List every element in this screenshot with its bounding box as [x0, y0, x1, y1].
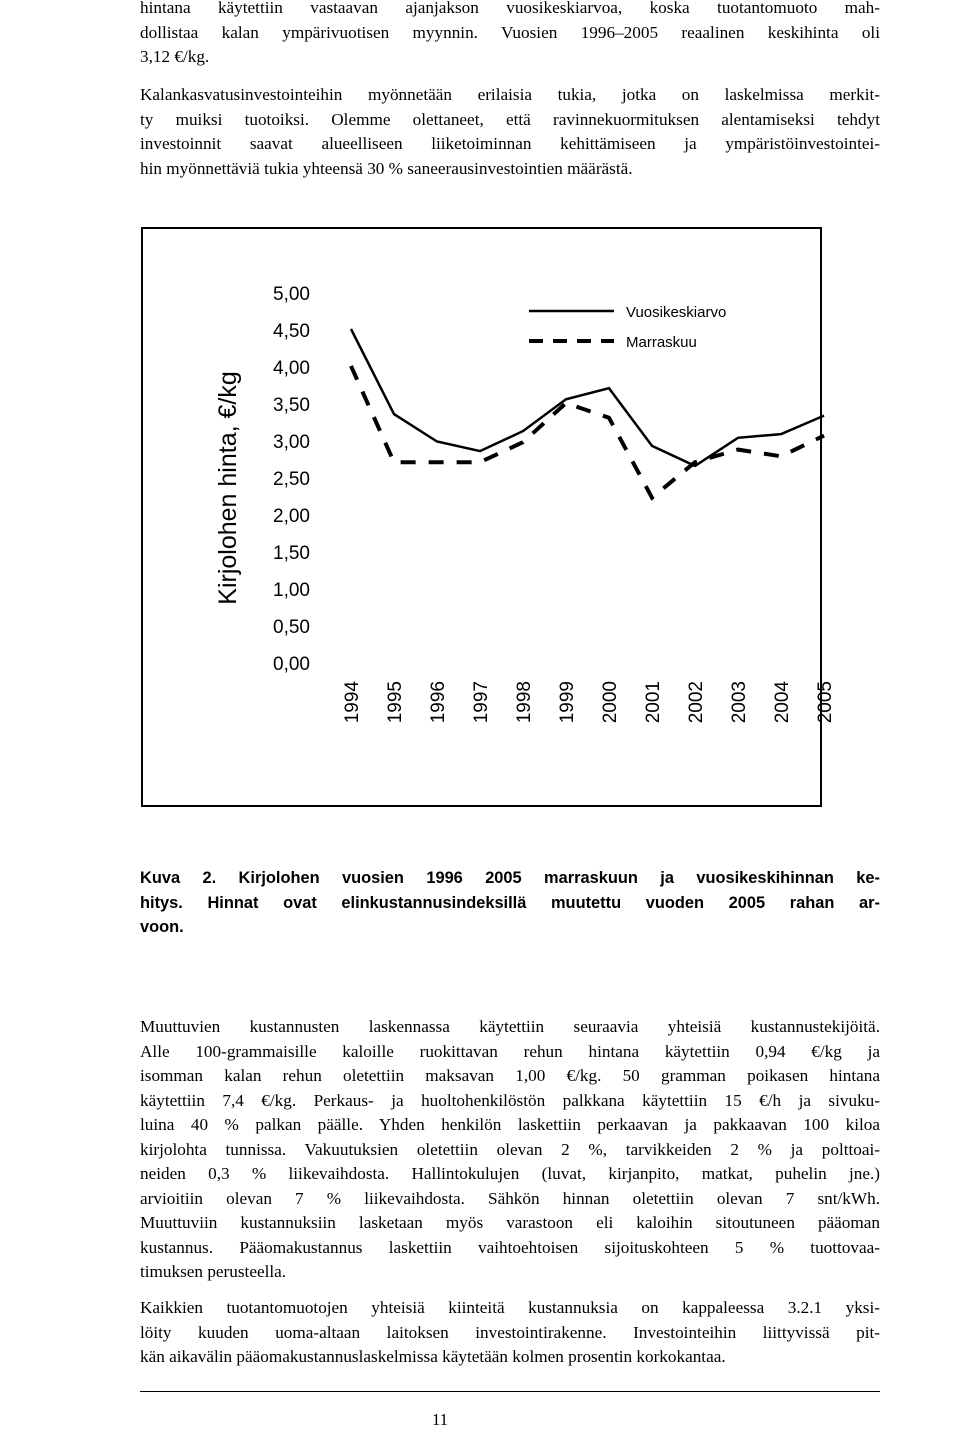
text-line: hin myönnettäviä tukia yhteensä 30 % saneerausinvestointien määrästä. — [140, 158, 633, 178]
x-tick-label: 2005 — [815, 681, 836, 724]
text-line: kän aikavälin pääomakustannuslaskelmissa käytetään kolmen prosentin korkokantaa. — [140, 1347, 726, 1366]
x-tick-label: 2002 — [686, 681, 707, 724]
text-line: löity kuuden uoma-altaan laitoksen investointirakenne. Investointeihin liittyvissä pit- — [140, 1322, 880, 1342]
y-tick-label: 3,00 — [273, 432, 310, 453]
legend-label: Marraskuu — [626, 334, 697, 351]
chart-frame — [141, 227, 836, 807]
figure-caption — [140, 866, 880, 940]
text-line: timuksen perusteella. — [140, 1262, 287, 1281]
x-tick-label: 1995 — [385, 681, 406, 724]
caption-line: hitys. Hinnat ovat elinkustannusindeksillä muutettu vuoden 2005 rahan ar- — [140, 893, 880, 912]
page-number: 11 — [431, 1410, 449, 1429]
text-line: dollistaa kalan ympärivuotisen myynnin. Vuosien 1996–2005 reaalinen keskihinta oli — [140, 22, 880, 42]
y-tick-label: 1,50 — [273, 543, 310, 564]
caption-line: voon. — [140, 918, 184, 936]
x-tick-label: 1994 — [342, 681, 363, 724]
text-line: Alle 100-grammaisille kaloille ruokittavan rehun hintana käytettiin 0,94 €/kg ja — [140, 1041, 880, 1061]
y-axis-title: Kirjolohen hinta, €/kg — [214, 371, 242, 605]
paragraph-variable-costs — [140, 1015, 880, 1285]
text-line: ty muiksi tuotoiksi. Olemme olettaneet, että ravinnekuormituksen alentamiseksi tehdyt — [140, 109, 880, 129]
text-line: arvioitiin olevan 7 % liikevaihdosta. Sähkön hinnan oletettiin olevan 7 snt/kWh. — [140, 1188, 880, 1208]
paragraph-top — [140, 0, 880, 70]
text-line: isomman kalan rehun oletettiin maksavan 1,00 €/kg. 50 gramman poikasen hintana — [140, 1066, 880, 1085]
text-line: 3,12 €/kg. — [140, 47, 210, 66]
y-tick-label: 3,50 — [273, 395, 310, 416]
text-line: neiden 0,3 % liikevaihdosta. Hallintokulujen (luvat, kirjanpito, matkat, puhelin jne.) — [140, 1164, 880, 1183]
x-tick-label: 2003 — [729, 681, 750, 724]
y-tick-label: 5,00 — [273, 284, 310, 305]
x-tick-label: 1999 — [557, 681, 578, 724]
x-tick-label: 1998 — [514, 681, 535, 724]
y-tick-label: 4,50 — [273, 321, 310, 342]
x-tick-label: 2000 — [600, 681, 621, 724]
text-line: Muuttuvien kustannusten laskennassa käytettiin seuraavia yhteisiä kustannustekijöitä. — [140, 1017, 880, 1036]
text-line: kirjolohta tunnissa. Vakuutuksien oletettiin olevan 2 %, tarvikkeiden 2 % ja polttoai- — [140, 1139, 880, 1159]
text-line: investoinnit saavat alueelliseen liiketoiminnan kehittämiseen ja ympäristöinvestointei- — [140, 134, 880, 153]
text-line: Kaikkien tuotantomuotojen yhteisiä kiinteitä kustannuksia on kappaleessa 3.2.1 yksi- — [140, 1298, 880, 1317]
x-tick-label: 1996 — [428, 681, 449, 724]
text-line: luina 40 % palkan päälle. Yhden henkilön laskettiin perkaavan ja pakkaavan 100 kiloa — [140, 1115, 880, 1134]
text-line: hintana käytettiin vastaavan ajanjakson vuosikeskiarvoa, koska tuotantomuoto mah- — [140, 0, 880, 17]
y-tick-label: 2,00 — [273, 506, 310, 527]
y-tick-label: 1,00 — [273, 580, 310, 601]
x-tick-label: 1997 — [471, 681, 492, 724]
x-tick-label: 2004 — [772, 681, 793, 724]
paragraph-subsidies — [140, 83, 880, 181]
caption-line: Kuva 2. Kirjolohen vuosien 1996 2005 marraskuun ja vuosikeskihinnan ke- — [140, 869, 880, 887]
legend-label: Vuosikeskiarvo — [626, 304, 727, 321]
footer-rule — [140, 1391, 880, 1392]
price-line-chart — [143, 229, 836, 805]
y-tick-label: 4,00 — [273, 358, 310, 379]
text-line: Kalankasvatusinvestointeihin myönnetään erilaisia tukia, jotka on laskelmissa merkit- — [140, 85, 880, 104]
y-tick-label: 0,00 — [273, 654, 310, 675]
paragraph-fixed-costs — [140, 1296, 880, 1370]
y-tick-label: 0,50 — [273, 617, 310, 638]
text-line: Muuttuviin kustannuksiin lasketaan myös varastoon eli kaloihin sitoutuneen pääoman — [140, 1213, 880, 1232]
y-tick-label: 2,50 — [273, 469, 310, 490]
series-line-vuosikeskiarvo — [351, 329, 824, 466]
x-tick-label: 2001 — [643, 681, 664, 724]
text-line: kustannus. Pääomakustannus laskettiin vaihtoehtoisen sijoituskohteen 5 % tuottovaa- — [140, 1237, 880, 1257]
text-line: käytettiin 7,4 €/kg. Perkaus- ja huoltohenkilöstön palkkana käytettiin 15 €/h ja sivuku- — [140, 1090, 880, 1110]
